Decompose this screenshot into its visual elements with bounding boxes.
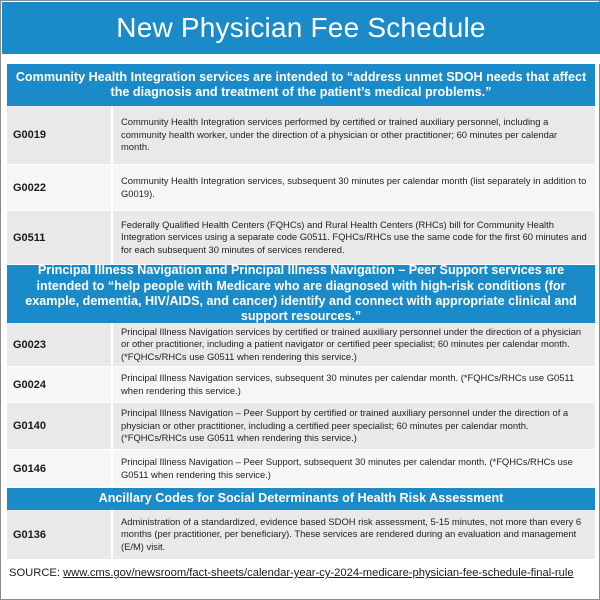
code-cell: G0136 <box>7 510 113 559</box>
code-cell: G0511 <box>7 211 113 264</box>
source-label: SOURCE: <box>9 567 64 579</box>
table-row <box>7 510 595 560</box>
table-row <box>7 211 595 265</box>
code-cell: G0140 <box>7 403 113 449</box>
description-cell: Principal Illness Navigation – Peer Support, subsequent 30 minutes per calendar month. (*FQHCs/RHCs use G0511 when rendering this service.) <box>121 456 573 480</box>
source-link[interactable]: www.cms.gov/newsroom/fact-sheets/calendar-year-cy-2024-medicare-physician-fee-schedule-final-rule <box>63 567 574 579</box>
description-cell: Administration of a standardized, evidence based SDOH risk assessment, 5-15 minutes, not more than every 6 months (per practitioner, per beneficiary). These services are rendered during an evaluation and management (E/M) visit. <box>121 515 582 552</box>
code-cell: G0022 <box>7 165 113 210</box>
description-cell: Community Health Integration services, subsequent 30 minutes per calendar month (list separately in addition to G0019). <box>121 175 587 199</box>
description-cell: Principal Illness Navigation services, subsequent 30 minutes per calendar month. (*FQHCs/RHCs use G0511 when rendering this service.) <box>121 372 575 396</box>
code-cell: G0146 <box>7 450 113 487</box>
source-line <box>9 567 595 579</box>
table-row <box>7 323 595 367</box>
section-header-sdoh-risk-assessment: Ancillary Codes for Social Determinants of Health Risk Assessment <box>7 488 595 510</box>
code-cell: G0024 <box>7 367 113 402</box>
table-row <box>7 403 595 450</box>
section-header-principal-illness-navigation: Principal Illness Navigation and Principal Illness Navigation – Peer Support services are intended to “help people with Medicare who are diagnosed with high-risk conditions (for example, dementia, HIV/AIDS, and cancer) identify and connect with appropriate clinical and support resources.” <box>7 265 595 323</box>
description-cell: Principal Illness Navigation services by certified or trained auxiliary personnel under the direction of a physician or other practitioner, including a patient navigator or certified peer specialist; 60 minutes per calendar month. (*FQHCs/RHCs use G0511 when rendering this service.) <box>121 325 582 362</box>
code-cell: G0023 <box>7 323 113 366</box>
title-spacer <box>2 54 600 64</box>
section-header-community-health: Community Health Integration services are intended to “address unmet SDOH needs that affect the diagnosis and treatment of the patient’s medical problems.” <box>7 64 595 106</box>
table-row <box>7 367 595 403</box>
table-row <box>7 450 595 488</box>
table-row <box>7 106 595 165</box>
description-cell: Federally Qualified Health Centers (FQHCs) and Rural Health Centers (RHCs) bill for Community Health Integration services using a separate code G0511. FQHCs/RHCs use the same code for the first 60 minutes and for each subsequent 30 minutes of services rendered. <box>121 218 587 255</box>
code-cell: G0019 <box>7 106 113 164</box>
page-title: New Physician Fee Schedule <box>2 2 600 54</box>
description-cell: Principal Illness Navigation – Peer Support by certified or trained auxiliary personnel under the direction of a physician or other practitioner, including a certified peer specialist; 60 minutes per calendar month. (*FQHCs/RHCs use G0511 when rendering this service.) <box>121 407 569 444</box>
table-row <box>7 165 595 211</box>
description-cell: Community Health Integration services performed by certified or trained auxiliary personnel, including a community health worker, under the direction of a physician or other practitioner; 60 minutes per calendar month. <box>121 116 558 153</box>
